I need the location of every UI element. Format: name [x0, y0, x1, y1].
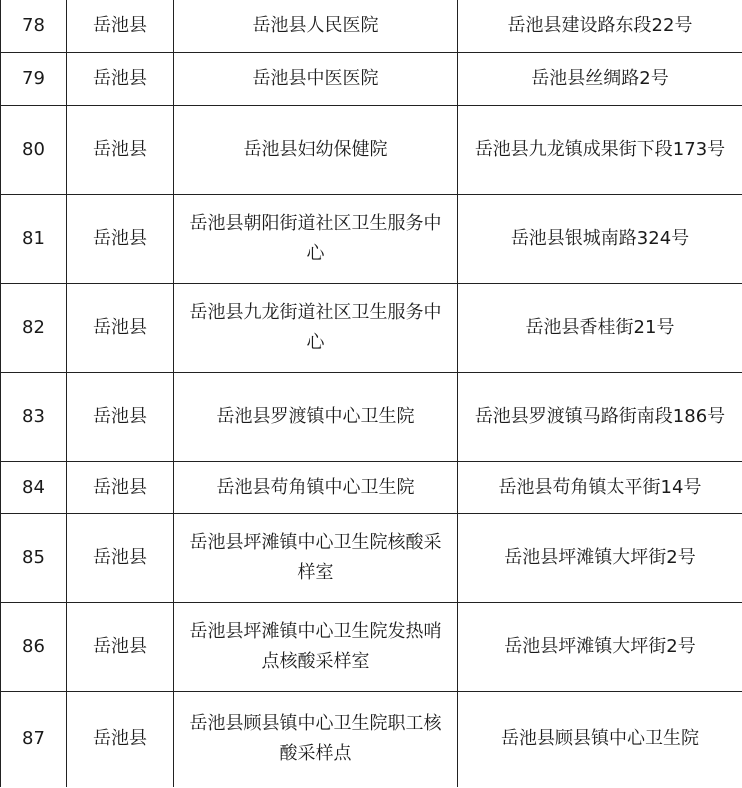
address-cell: 岳池县丝绸路2号: [458, 53, 742, 106]
row-number: 85: [1, 514, 67, 603]
address-cell: 岳池县建设路东段22号: [458, 0, 742, 53]
table-row: [1, 195, 742, 284]
table-row: [1, 53, 742, 106]
institution-name-cell: 岳池县坪滩镇中心卫生院发热哨点核酸采样室: [174, 603, 458, 692]
county-cell: 岳池县: [67, 0, 174, 53]
county-cell: 岳池县: [67, 284, 174, 373]
address-cell: 岳池县罗渡镇马路街南段186号: [458, 373, 742, 462]
county-cell: 岳池县: [67, 692, 174, 787]
institution-name-cell: 岳池县妇幼保健院: [174, 106, 458, 195]
row-number: 78: [1, 0, 67, 53]
address-cell: 岳池县九龙镇成果街下段173号: [458, 106, 742, 195]
county-cell: 岳池县: [67, 603, 174, 692]
institution-name-cell: 岳池县坪滩镇中心卫生院核酸采样室: [174, 514, 458, 603]
row-number: 83: [1, 373, 67, 462]
county-cell: 岳池县: [67, 373, 174, 462]
address-cell: 岳池县苟角镇太平街14号: [458, 462, 742, 514]
row-number: 80: [1, 106, 67, 195]
county-cell: 岳池县: [67, 462, 174, 514]
row-number: 86: [1, 603, 67, 692]
table-row: [1, 603, 742, 692]
address-cell: 岳池县顾县镇中心卫生院: [458, 692, 742, 787]
county-cell: 岳池县: [67, 53, 174, 106]
institution-name-cell: 岳池县朝阳街道社区卫生服务中心: [174, 195, 458, 284]
institution-name-cell: 岳池县九龙街道社区卫生服务中心: [174, 284, 458, 373]
county-cell: 岳池县: [67, 106, 174, 195]
row-number: 79: [1, 53, 67, 106]
address-cell: 岳池县银城南路324号: [458, 195, 742, 284]
institution-name-cell: 岳池县中医医院: [174, 53, 458, 106]
county-cell: 岳池县: [67, 195, 174, 284]
table-row: [1, 514, 742, 603]
table-row: [1, 106, 742, 195]
row-number: 87: [1, 692, 67, 787]
address-cell: 岳池县坪滩镇大坪街2号: [458, 603, 742, 692]
county-cell: 岳池县: [67, 514, 174, 603]
table-row: [1, 0, 742, 53]
institution-name-cell: 岳池县罗渡镇中心卫生院: [174, 373, 458, 462]
institution-name-cell: 岳池县顾县镇中心卫生院职工核酸采样点: [174, 692, 458, 787]
table-row: [1, 462, 742, 514]
address-cell: 岳池县坪滩镇大坪街2号: [458, 514, 742, 603]
table-row: [1, 373, 742, 462]
table-row: [1, 284, 742, 373]
row-number: 82: [1, 284, 67, 373]
institution-name-cell: 岳池县人民医院: [174, 0, 458, 53]
row-number: 81: [1, 195, 67, 284]
row-number: 84: [1, 462, 67, 514]
institution-name-cell: 岳池县苟角镇中心卫生院: [174, 462, 458, 514]
table-row: [1, 692, 742, 787]
address-cell: 岳池县香桂街21号: [458, 284, 742, 373]
